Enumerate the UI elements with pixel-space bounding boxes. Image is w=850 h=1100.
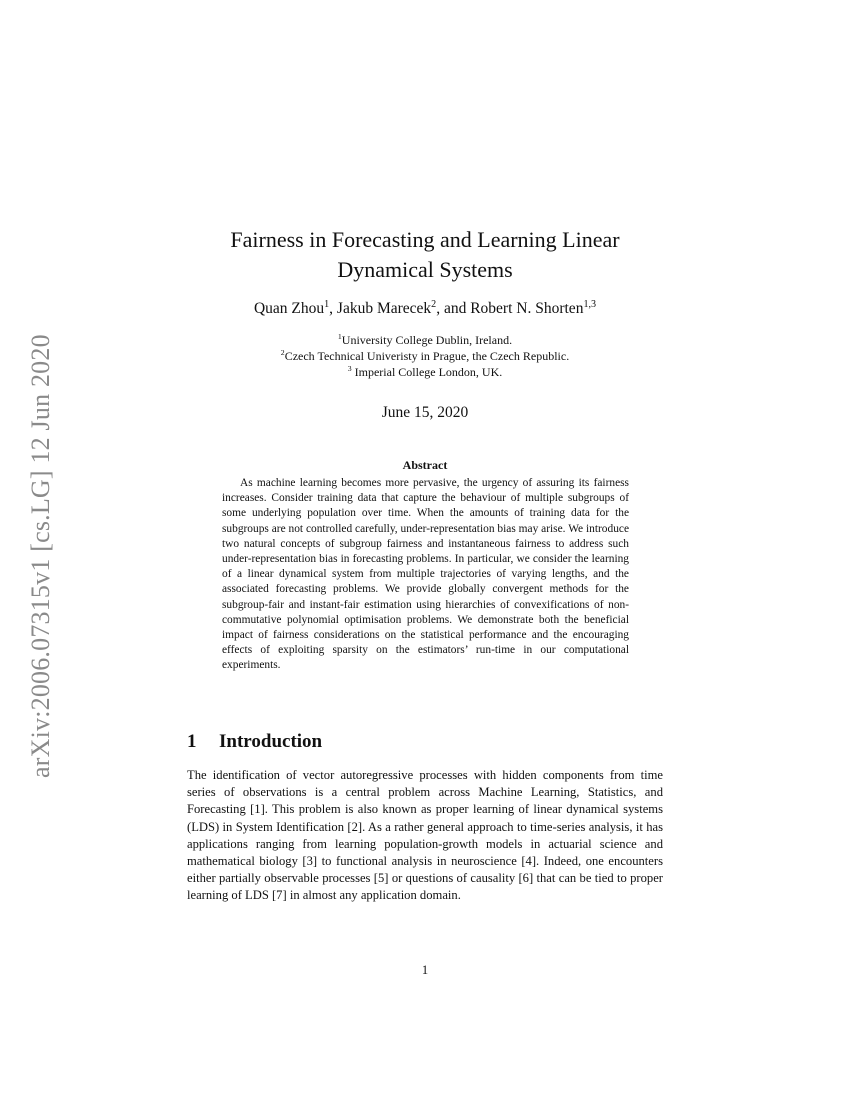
author-affiliation-mark: 1,3 <box>583 298 597 310</box>
affiliation-text: University College Dublin, Ireland. <box>341 333 513 347</box>
affiliation-mark: 1 <box>337 332 342 341</box>
abstract-heading: Abstract <box>402 458 448 472</box>
affiliation-line <box>200 348 650 364</box>
page-number: 1 <box>421 963 429 977</box>
affiliation-text: Czech Technical Univeristy in Prague, the Czech Republic. <box>284 349 570 363</box>
author-list <box>150 300 700 318</box>
introduction-paragraph: The identification of vector autoregressive processes with hidden components from time series of observations is a central problem across Machine Learning, Statistics, and Forecasting [1]. This problem is also known as proper learning of linear dynamical systems (LDS) in System Identification [2]. As a rather general approach to time-series analysis, it has applications ranging from learning population-growth models in actuarial science and mathematical biology [3] to functional analysis in neuroscience [4]. Indeed, one encounters either partially observable processes [5] or questions of causality [6] that can be tied to proper learning of LDS [7] in almost any application domain. <box>187 768 663 903</box>
author-name: Quan Zhou <box>253 300 325 317</box>
author-name: Jakub Marecek <box>336 300 432 317</box>
author-affiliation-mark: 1 <box>324 298 330 310</box>
paper-title: Fairness in Forecasting and Learning Linear Dynamical Systems <box>230 227 620 282</box>
publication-date: June 15, 2020 <box>381 404 469 421</box>
author-name: Robert N. Shorten <box>470 300 584 317</box>
affiliation-mark: 3 <box>347 364 352 373</box>
author-separator: , and <box>436 300 471 317</box>
section-number: 1 <box>187 731 197 752</box>
affiliation-mark: 2 <box>280 348 285 357</box>
section-title: Introduction <box>219 731 323 752</box>
author-separator: , <box>329 300 337 317</box>
affiliation-line <box>200 332 650 348</box>
abstract-text: As machine learning becomes more pervasive, the urgency of assuring its fairness increases. Consider training data that capture the behaviour of multiple subgroups of some underlying population over time. When the amounts of training data for the subgroups are not controlled carefully, under-representation bias may arise. We introduce two natural concepts of subgroup fairness and instantaneous fairness to address such under-representation bias in forecasting problems. In particular, we consider the learning of a linear dynamical system from multiple trajectories of varying lengths, and the associated forecasting problems. We provide globally convergent methods for the subgroup-fair and instant-fair estimation using hierarchies of convexifications of non-commutative polynomial optimisation problems. We demonstrate both the beneficial impact of fairness considerations on the statistical performance and the encouraging effects of exploiting sparsity on the estimators’ run-time in our computational experiments. <box>222 477 629 672</box>
affiliation-line <box>200 364 650 380</box>
arxiv-identifier-text: arXiv:2006.07315v1 [cs.LG] 12 Jun 2020 <box>26 334 55 778</box>
section-heading <box>187 731 322 753</box>
author-affiliation-mark: 2 <box>431 298 437 310</box>
affiliation-list <box>200 332 650 380</box>
affiliation-text: Imperial College London, UK. <box>351 365 503 379</box>
